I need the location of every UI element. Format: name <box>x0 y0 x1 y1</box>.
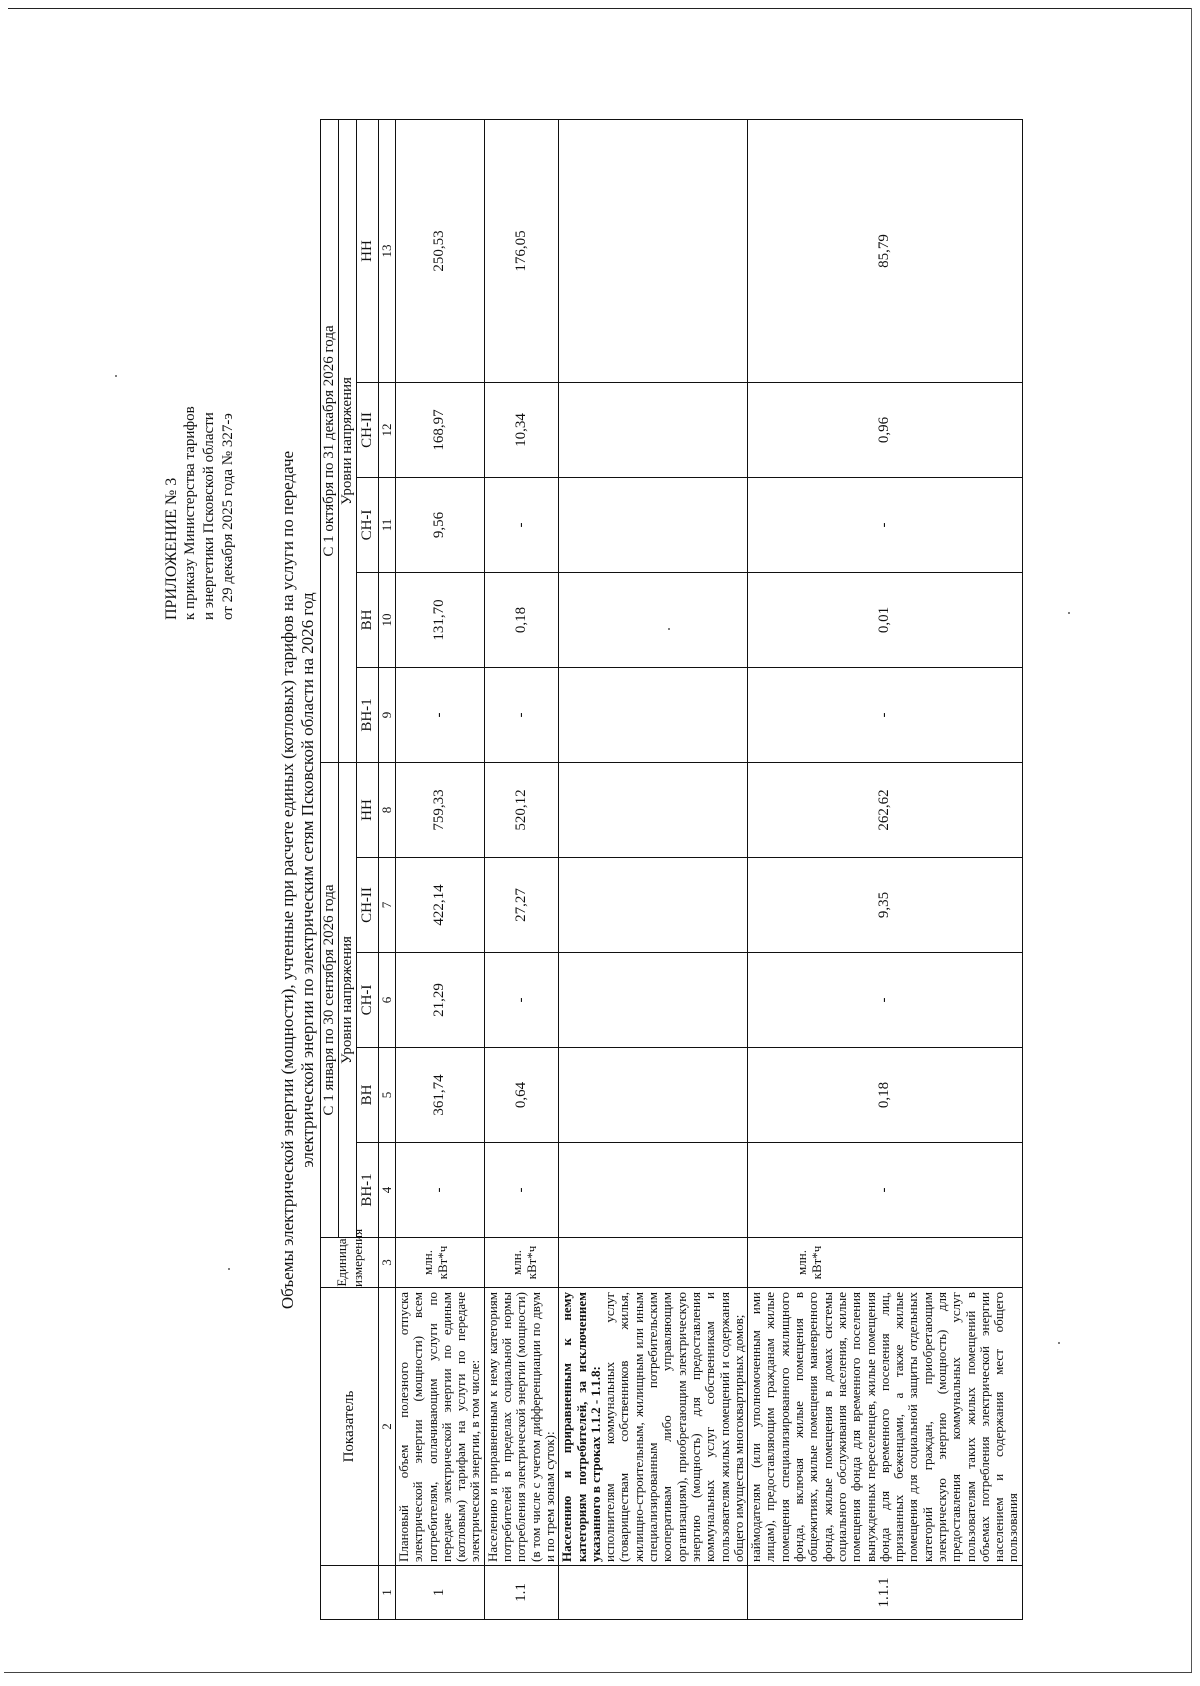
table-row <box>484 120 558 1620</box>
header-period-1: С 1 января по 30 сентября 2026 года <box>321 763 339 1238</box>
header-level: ВН <box>357 1048 379 1143</box>
row-description-heading: Населению и приравненным к нему категориям потребителей, за исключением указанного в строках 1.1.2 - 1.1.8: <box>559 1292 603 1562</box>
scan-edge-right <box>1191 8 1192 1672</box>
value-cell: 0,01 <box>748 573 1023 668</box>
row-description: Населению и приравненным к нему категориям потребителей в пределах социальной нормы потребления электрической энергии (мощности) (в том числе с учетом дифференциации по двум и по трем зонам суток): <box>484 1288 558 1566</box>
header-level: НН <box>357 763 379 858</box>
row-number: 1.1.1 <box>748 1566 1023 1620</box>
empty-cell <box>559 858 748 953</box>
column-number: 9 <box>379 668 396 763</box>
column-number: 6 <box>379 953 396 1048</box>
column-number: 8 <box>379 763 396 858</box>
value-cell: 0,96 <box>748 383 1023 478</box>
header-level: НН <box>357 120 379 383</box>
header-level: СН-II <box>357 383 379 478</box>
appendix-block <box>162 406 238 620</box>
value-cell: 131,70 <box>396 573 485 668</box>
value-cell: 0,18 <box>748 1048 1023 1143</box>
header-level: ВН-1 <box>357 668 379 763</box>
header-level: СН-I <box>357 953 379 1048</box>
header-level: ВН-1 <box>357 1143 379 1238</box>
row-number: 1 <box>396 1566 485 1620</box>
value-cell: - <box>484 953 558 1048</box>
value-cell: - <box>748 953 1023 1048</box>
value-cell: 85,79 <box>748 120 1023 383</box>
value-cell: - <box>748 478 1023 573</box>
column-number: 10 <box>379 573 396 668</box>
row-unit: млн. кВт*ч <box>396 1238 485 1288</box>
value-cell: - <box>396 1143 485 1238</box>
header-voltage-levels: Уровни напряжения <box>339 120 357 763</box>
value-cell: 176,05 <box>484 120 558 383</box>
value-cell: 27,27 <box>484 858 558 953</box>
row-number <box>559 1566 748 1620</box>
value-cell: 520,12 <box>484 763 558 858</box>
table-row <box>748 120 1023 1620</box>
header-unit: Единица измерения <box>321 1238 379 1288</box>
row-description: наймодателям (или уполномоченным ими лицам), предоставляющим гражданам жилые помещения специализированного жилищного фонда, включая жилые помещения в общежитиях, жилые помещения маневренного фонда, жилые помещения в домах системы социального обслуживания населения, жилые помещения фонда для временного поселения вынужденных переселенцев, жилые помещения фонда для временного поселения лиц, признанных беженцами, а также жилые помещения для социальной защиты отдельных категорий граждан, приобретающим электрическую энергию (мощность) для предоставления коммунальных услуг пользователям таких жилых помещений в объемах потребления электрической энергии населением и содержания мест общего пользования <box>748 1288 1023 1566</box>
value-cell: - <box>484 478 558 573</box>
value-cell: - <box>396 668 485 763</box>
row-description <box>559 1288 748 1566</box>
row-description: Плановый объем полезного отпуска электрической энергии (мощности) всем потребителям, оплачивающим услуги по передаче электрической энергии по единым (котловым) тарифам на услуги по передаче электрической энергии, в том числе: <box>396 1288 485 1566</box>
value-cell: - <box>484 668 558 763</box>
column-number: 11 <box>379 478 396 573</box>
column-number: 5 <box>379 1048 396 1143</box>
row-unit: млн. кВт*ч <box>748 1238 1023 1288</box>
value-cell: 262,62 <box>748 763 1023 858</box>
value-cell: 21,29 <box>396 953 485 1048</box>
rotated-page <box>20 90 1140 1650</box>
appendix-line: от 29 декабря 2025 года № 327-э <box>220 413 236 620</box>
column-number: 4 <box>379 1143 396 1238</box>
row-description-body: исполнителям коммунальных услуг (товариществам собственников жилья, жилищно-строительным, жилищным или иным специализированным потребительским кооперативам либо управляющим организациям), приобретающим электрическую энергию (мощность) для предоставления коммунальных услуг собственникам и пользователям жилых помещений и содержания общего имущества многоквартирных домов; <box>602 1292 746 1562</box>
table-row <box>396 120 485 1620</box>
empty-cell <box>559 478 748 573</box>
value-cell: 10,34 <box>484 383 558 478</box>
value-cell: - <box>748 668 1023 763</box>
header-level: СН-I <box>357 478 379 573</box>
empty-cell <box>559 1143 748 1238</box>
value-cell: 0,18 <box>484 573 558 668</box>
value-cell: 759,33 <box>396 763 485 858</box>
document-title <box>278 300 318 1460</box>
empty-cell <box>559 668 748 763</box>
value-cell: 0,64 <box>484 1048 558 1143</box>
empty-cell <box>559 763 748 858</box>
value-cell: 422,14 <box>396 858 485 953</box>
row-number: 1.1 <box>484 1566 558 1620</box>
column-number: 7 <box>379 858 396 953</box>
value-cell: 250,53 <box>396 120 485 383</box>
value-cell: 361,74 <box>396 1048 485 1143</box>
empty-cell <box>559 1238 748 1288</box>
empty-cell <box>559 1048 748 1143</box>
header-level: ВН <box>357 573 379 668</box>
column-number: 1 <box>379 1566 396 1620</box>
value-cell: 9,35 <box>748 858 1023 953</box>
scan-edge-top <box>8 8 1192 9</box>
header-level: СН-II <box>357 858 379 953</box>
header-voltage-levels: Уровни напряжения <box>339 763 357 1238</box>
appendix-line: и энергетики Псковской области <box>201 412 217 620</box>
appendix-line: к приказу Министерства тарифов <box>182 406 198 620</box>
empty-cell <box>559 383 748 478</box>
header-blank <box>321 1566 379 1620</box>
empty-cell <box>559 573 748 668</box>
table-row <box>559 120 748 1620</box>
column-number: 3 <box>379 1238 396 1288</box>
column-number: 2 <box>379 1288 396 1566</box>
scan-edge-bottom <box>4 1672 1192 1673</box>
document-title-line: электрической энергии по электрическим сетям Псковской области на 2026 год <box>298 592 317 1168</box>
value-cell: 9,56 <box>396 478 485 573</box>
column-number: 13 <box>379 120 396 383</box>
empty-cell <box>559 120 748 383</box>
value-cell: 168,97 <box>396 383 485 478</box>
header-indicator: Показатель <box>321 1288 379 1566</box>
appendix-title: ПРИЛОЖЕНИЕ № 3 <box>163 477 180 620</box>
row-unit: млн. кВт*ч <box>484 1238 558 1288</box>
tariff-volume-table <box>320 119 1023 1620</box>
value-cell: - <box>484 1143 558 1238</box>
value-cell: - <box>748 1143 1023 1238</box>
column-number: 12 <box>379 383 396 478</box>
header-period-2: С 1 октября по 31 декабря 2026 года <box>321 120 339 763</box>
empty-cell <box>559 953 748 1048</box>
document-title-line: Объемы электрической энергии (мощности), учтенные при расчете единых (котловых) тарифов на услуги по передаче <box>278 450 297 1310</box>
